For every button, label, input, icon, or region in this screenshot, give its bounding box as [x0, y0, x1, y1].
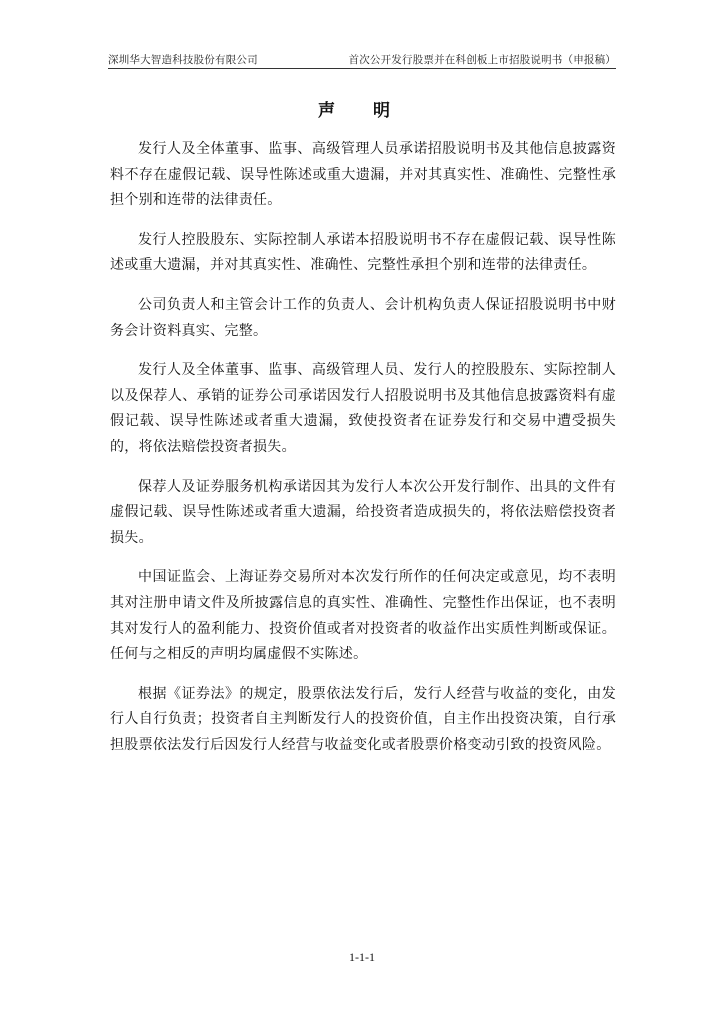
- paragraph-1: 发行人及全体董事、监事、高级管理人员承诺招股说明书及其他信息披露资料不存在虚假记载、误导性陈述或重大遗漏，并对其真实性、准确性、完整性承担个别和连带的法律责任。: [110, 141, 616, 209]
- paragraph-2: 发行人控股股东、实际控制人承诺本招股说明书不存在虚假记载、误导性陈述或重大遗漏，并对其真实性、准确性、完整性承担个别和连带的法律责任。: [110, 231, 616, 274]
- paragraph-7: 根据《证券法》的规定，股票依法发行后，发行人经营与收益的变化，由发行人自行负责；投资者自主判断发行人的投资价值，自主作出投资决策，自行承担股票依法发行后因发行人经营与收益变化或者股票价格变动引致的投资风险。: [110, 685, 616, 753]
- declaration-body: [110, 137, 616, 772]
- paragraph-4: 发行人及全体董事、监事、高级管理人员、发行人的控股股东、实际控制人以及保荐人、承销的证券公司承诺因发行人招股说明书及其他信息披露资料有虚假记载、误导性陈述或者重大遗漏，致使投资者在证券发行和交易中遭受损失的，将依法赔偿投资者损失。: [110, 362, 616, 455]
- page-header: [108, 50, 616, 69]
- paragraph-3: 公司负责人和主管会计工作的负责人、会计机构负责人保证招股说明书中财务会计资料真实、完整。: [110, 296, 616, 339]
- page-number: 1-1-1: [349, 950, 375, 964]
- header-document-title: 首次公开发行股票并在科创板上市招股说明书（申报稿）: [348, 54, 616, 66]
- paragraph-5: 保荐人及证券服务机构承诺因其为发行人本次公开发行制作、出具的文件有虚假记载、误导性陈述或者重大遗漏，给投资者造成损失的，将依法赔偿投资者损失。: [110, 478, 616, 546]
- page-title: 声 明: [318, 101, 406, 121]
- header-company-name: 深圳华大智造科技股份有限公司: [108, 54, 258, 66]
- paragraph-6: 中国证监会、上海证券交易所对本次发行所作的任何决定或意见，均不表明其对注册申请文件及所披露信息的真实性、准确性、完整性作出保证，也不表明其对发行人的盈利能力、投资价值或者对投资者的收益作出实质性判断或保证。任何与之相反的声明均属虚假不实陈述。: [110, 569, 616, 663]
